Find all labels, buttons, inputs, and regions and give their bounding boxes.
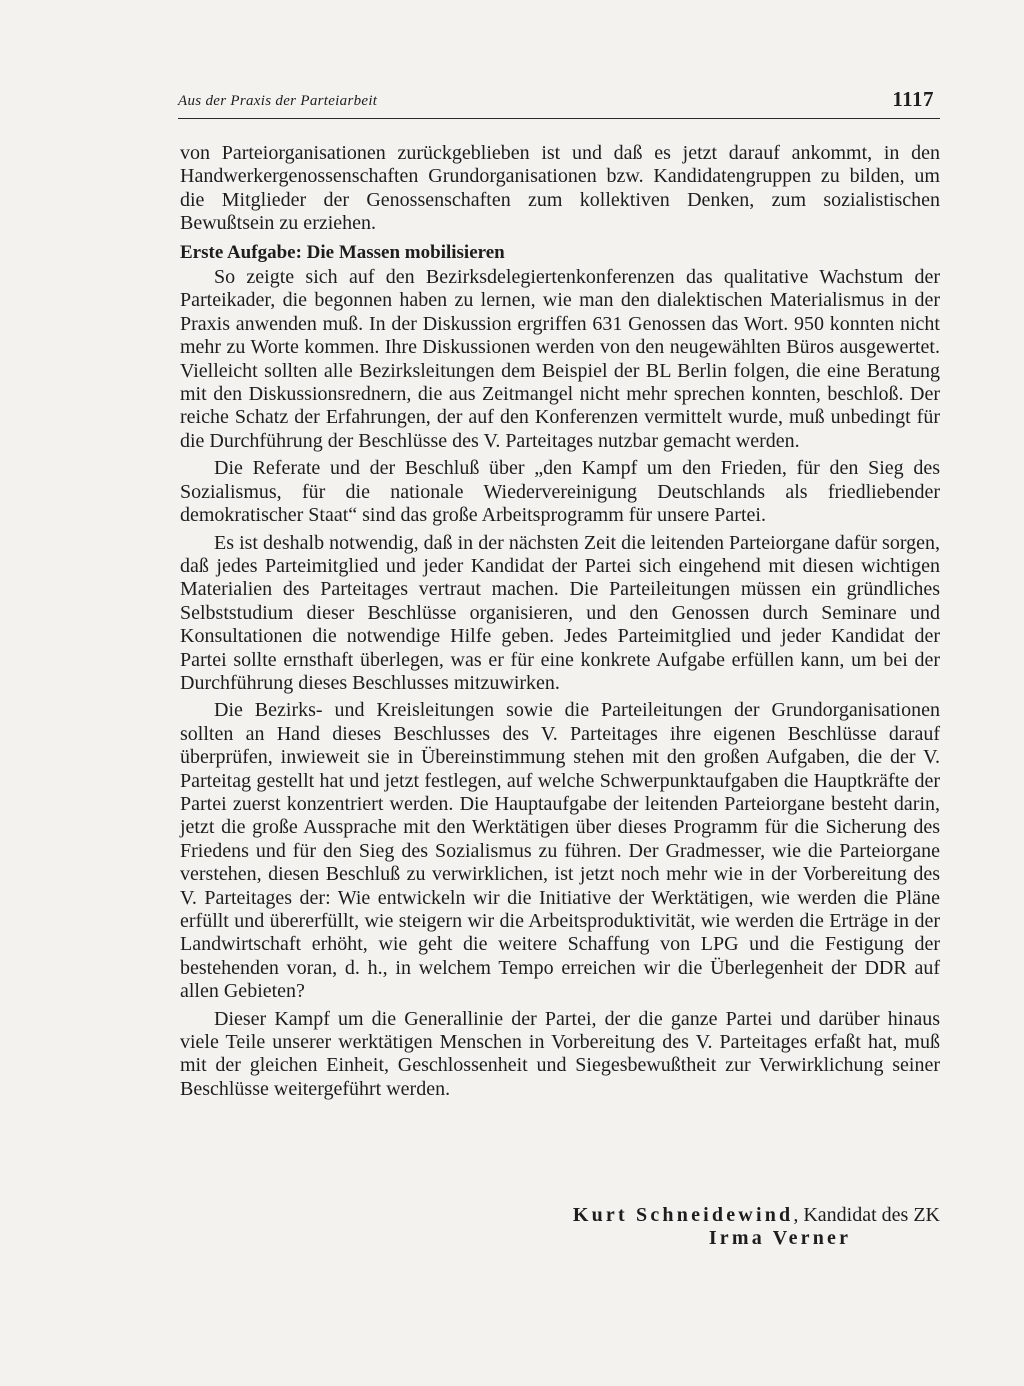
- paragraph: So zeigte sich auf den Bezirksdelegiertenkonferenzen das qualitative Wachstum der Parteikader, die begonnen haben zu lernen, wie man den dialektischen Materialismus in der Praxis anwenden muß. In der Diskussion ergriffen 631 Genossen das Wort. 950 konnten nicht mehr zu Worte kommen. Ihre Diskussionen werden von den neugewählten Büros ausgewertet. Vielleicht sollten alle Bezirksleitungen dem Beispiel der BL Berlin folgen, die eine Beratung mit den Diskussionsrednern, die aus Zeitmangel nicht mehr sprechen konnten, beschloß. Der reiche Schatz der Erfahrungen, der auf den Konferenzen vermittelt wurde, muß unbedingt für die Durchführung der Beschlüsse des V. Parteitages nutzbar gemacht werden.: [180, 266, 940, 452]
- section-heading: Erste Aufgabe: Die Massen mobilisieren: [180, 241, 505, 263]
- signature-line-2: [573, 1227, 940, 1250]
- article-body: [180, 142, 940, 1101]
- paragraph: Es ist deshalb notwendig, daß in der nächsten Zeit die leitenden Parteiorgane dafür sorgen, daß jedes Parteimitglied und jeder Kandidat der Partei sich eingehend mit diesen wichtigen Materialien des Parteitages vertraut machen. Die Parteileitungen müssen ein gründliches Selbststudium dieser Beschlüsse organisieren, und den Genossen durch Seminare und Konsultationen die notwendige Hilfe geben. Jedes Parteimitglied und jeder Kandidat der Partei sollte ernsthaft überlegen, was er für eine konkrete Aufgabe erfüllen kann, um bei der Durchführung dieses Beschlusses mitzuwirken.: [180, 531, 940, 694]
- paragraph-continuation: von Parteiorganisationen zurückgeblieben ist und daß es jetzt darauf ankommt, in den Handwerkergenossenschaften Grundorganisationen bzw. Kandidatengruppen zu bilden, um die Mitglieder der Genossenschaften zum kollektiven Denken, zum sozialistischen Bewußtsein zu erziehen.: [180, 142, 940, 235]
- running-head: Aus der Praxis der Parteiarbeit: [178, 93, 378, 109]
- page-header: [178, 84, 940, 119]
- author-role: , Kandidat des ZK: [793, 1204, 940, 1226]
- signature-block: [573, 1204, 940, 1250]
- paragraph: Die Bezirks- und Kreisleitungen sowie die Parteileitungen der Grundorganisationen sollten an Hand dieses Beschlusses des V. Parteitages ihre eigenen Beschlüsse darauf überprüfen, inwieweit sie in Übereinstimmung stehen mit den großen Aufgaben, die der V. Parteitag gestellt hat und jetzt festlegen, auf welche Schwerpunktaufgaben die Hauptkräfte der Partei zuerst konzentriert werden. Die Hauptaufgabe der leitenden Parteiorgane besteht darin, jetzt die große Aussprache mit den Werktätigen über dieses Programm für die Sicherung des Friedens und für den Sieg des Sozialismus zu führen. Der Gradmesser, wie die Parteiorgane verstehen, diesen Beschluß zu verwirklichen, ist jetzt noch mehr wie in der Vorbereitung des V. Parteitages der: Wie entwickeln wir die Initiative der Werktätigen, wie werden die Pläne erfüllt und übererfüllt, wie steigern wir die Arbeitsproduktivität, wie werden die Erträge in der Landwirtschaft erhöht, wie geht die weitere Schaffung von LPG und die Festigung der bestehenden voran, d. h., in welchem Tempo erreichen wir die Überlegenheit der DDR auf allen Gebieten?: [180, 699, 940, 1003]
- paragraph: Die Referate und der Beschluß über „den Kampf um den Frieden, für den Sieg des Sozialismus, für die nationale Wiedervereinigung Deutschlands als friedliebender demokratischer Staat“ sind das große Arbeitsprogramm für unsere Partei.: [180, 457, 940, 527]
- author-name: Kurt Schneidewind: [572, 1204, 794, 1226]
- paragraph: Dieser Kampf um die Generallinie der Partei, der die ganze Partei und darüber hinaus viele Teile unserer werktätigen Menschen in Vorbereitung des V. Parteitages erfaßt hat, muß mit der gleichen Einheit, Geschlossenheit und Siegesbewußtheit zur Verwirklichung seiner Beschlüsse weitergeführt werden.: [180, 1007, 940, 1100]
- author-name: Irma Verner: [708, 1227, 852, 1249]
- signature-line-1: [573, 1204, 940, 1227]
- page-number: 1117: [892, 87, 934, 111]
